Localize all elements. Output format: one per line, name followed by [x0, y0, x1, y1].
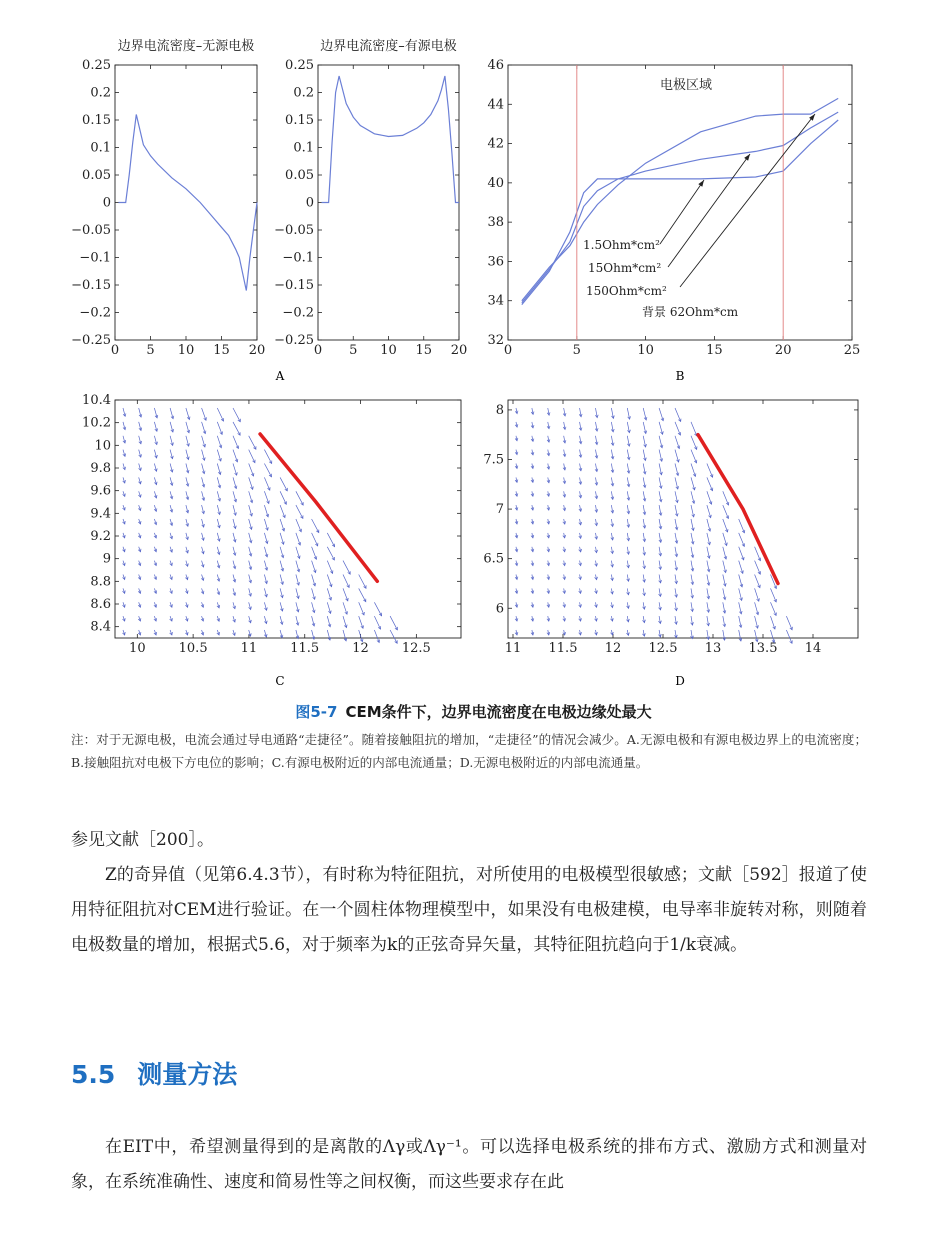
y-tick-label: 8.4 [90, 619, 111, 635]
flux-arrow [691, 436, 697, 450]
y-tick-label: −0.2 [282, 305, 314, 321]
figure-title: CEM条件下，边界电流密度在电极边缘处最大 [345, 703, 652, 721]
y-tick-label: 7.5 [483, 452, 504, 468]
x-tick-label: 15 [706, 343, 723, 358]
chart-title: 边界电流密度–无源电极 [117, 39, 255, 54]
y-tick-label: 0.1 [90, 140, 111, 156]
figure-number: 图5-7 [295, 703, 338, 721]
flux-arrow [280, 477, 287, 491]
flux-arrow [312, 533, 318, 546]
y-tick-label: −0.25 [274, 333, 314, 348]
flux-arrow [264, 464, 271, 477]
annotation-arrow [660, 180, 704, 244]
x-tick-label: 11.5 [290, 641, 320, 656]
flux-arrow [217, 422, 222, 435]
x-tick-label: 20 [450, 343, 468, 358]
panel-a2-chart [274, 38, 467, 358]
data-line [322, 76, 460, 203]
y-tick-label: 44 [487, 97, 504, 113]
y-tick-label: 9.6 [90, 483, 111, 499]
x-tick-label: 13.5 [748, 641, 778, 656]
y-tick-label: −0.15 [71, 278, 111, 293]
flux-arrow [771, 588, 777, 602]
flux-arrow [359, 588, 366, 601]
y-tick-label: 0.15 [285, 113, 314, 128]
flux-arrow [691, 450, 697, 463]
data-line [522, 120, 838, 305]
plot-frame [115, 65, 257, 340]
y-tick-label: 8.6 [90, 597, 111, 612]
flux-arrow [374, 616, 380, 629]
flux-arrow [675, 422, 680, 435]
flux-arrow [327, 561, 332, 574]
x-tick-label: 10 [637, 343, 654, 358]
x-tick-label: 10 [177, 343, 195, 358]
flux-arrow [296, 491, 303, 505]
flux-arrow [296, 519, 301, 532]
y-tick-label: 0.2 [90, 85, 111, 101]
y-tick-label: 0 [305, 195, 314, 211]
annotation-arrowhead [809, 114, 815, 121]
annotation-arrow [680, 114, 815, 287]
x-tick-label: 10 [380, 343, 397, 358]
flux-arrow [390, 616, 397, 630]
paragraph-characteristic-impedance: Z的奇异值（见第6.4.3节），有时称为特征阻抗，对所使用的电极模型很敏感；文献［592］报道了使用特征阻抗对CEM进行验证。在一个圆柱体物理模型中，如果没有电极建模，电导率非旋转对称，则随着电极数量的增加，根据式5.6，对于频率为k的正弦奇异矢量，其特征阻抗趋向于1/k衰减。 [71, 865, 867, 955]
x-tick-label: 5 [349, 343, 358, 358]
flux-arrow [374, 602, 381, 616]
panel-a1-chart [71, 38, 265, 358]
flux-arrow [723, 505, 729, 518]
y-tick-label: 6.5 [483, 551, 504, 567]
flux-arrow [359, 602, 364, 615]
figure-caption [0, 701, 947, 722]
figure-note: 注：对于无源电极，电流会通过导电通路“走捷径”。随着接触阻抗的增加，“走捷径”的情况会减少。A.无源电极和有源电极边界上的电流密度；B.接触阻抗对电极下方电位的影响；C.有源电极附近的内部电流通量；D.无源电极附近的内部电流通量。 [71, 732, 867, 770]
flux-arrow [343, 561, 350, 575]
flux-arrow [233, 422, 240, 435]
data-line [119, 115, 258, 291]
flux-arrow [359, 575, 366, 589]
x-tick-label: 0 [110, 343, 120, 358]
plot-frame [115, 400, 461, 638]
annotation-arrowhead [744, 154, 750, 161]
panel-label-c: C [275, 674, 285, 688]
flux-arrow [233, 436, 238, 449]
x-tick-label: 14 [804, 641, 822, 656]
x-tick-label: 25 [843, 343, 861, 358]
y-tick-label: 42 [487, 136, 504, 152]
y-tick-label: 6 [495, 601, 504, 617]
section-title: 测量方法 [137, 1060, 238, 1089]
y-tick-label: 9 [102, 551, 111, 567]
y-tick-label: 36 [487, 254, 504, 270]
data-line [522, 98, 838, 300]
flux-arrow [739, 519, 745, 533]
electrode-segment [260, 434, 377, 581]
y-tick-label: 34 [487, 293, 504, 309]
flux-arrow [691, 422, 697, 436]
x-tick-label: 12.5 [401, 641, 431, 656]
y-tick-label: 10.2 [82, 415, 111, 431]
data-line [522, 112, 838, 303]
flux-arrow [739, 547, 744, 560]
flux-arrow [739, 533, 745, 547]
x-tick-label: 20 [774, 343, 792, 358]
annotation-arrowhead [698, 180, 704, 187]
y-tick-label: −0.05 [274, 223, 314, 238]
electrode-segment [698, 435, 778, 584]
paragraph-reference: 参见文献［200］。 [71, 830, 214, 850]
flux-arrow [390, 630, 397, 643]
y-tick-label: −0.15 [274, 278, 314, 293]
y-tick-label: 0.25 [82, 58, 111, 73]
y-tick-label: −0.05 [71, 223, 111, 238]
x-tick-label: 15 [415, 343, 433, 358]
y-tick-label: 46 [487, 58, 504, 73]
flux-arrow [280, 505, 285, 517]
y-tick-label: 40 [487, 175, 504, 191]
section-heading [71, 1055, 259, 1091]
electrode-region-label: 电极区域 [659, 78, 713, 93]
flux-arrow [707, 464, 713, 478]
flux-arrow [312, 519, 319, 533]
x-tick-label: 12.5 [648, 641, 678, 656]
panel-b-chart [487, 58, 860, 358]
flux-arrow [723, 519, 728, 532]
flux-arrow [217, 408, 223, 421]
x-tick-label: 11 [504, 641, 522, 656]
flux-arrow [786, 616, 792, 630]
y-tick-label: 10 [94, 438, 111, 454]
y-tick-label: 7 [495, 502, 504, 518]
y-tick-label: 32 [487, 333, 504, 348]
y-tick-label: −0.1 [282, 250, 314, 266]
y-tick-label: 0.1 [293, 140, 314, 156]
flux-arrow [264, 477, 269, 490]
y-tick-label: 9.8 [90, 461, 111, 476]
y-tick-label: −0.25 [71, 333, 111, 348]
panel-label-a: A [275, 369, 285, 383]
flux-arrow [280, 491, 286, 504]
panel-label-b: B [675, 369, 685, 383]
x-tick-label: 11.5 [548, 641, 578, 656]
flux-arrow [249, 450, 255, 463]
flux-arrow [675, 408, 681, 422]
x-tick-label: 11 [240, 641, 258, 656]
y-tick-label: 0.05 [82, 168, 111, 183]
flux-arrow [296, 505, 303, 518]
y-tick-label: 0.25 [285, 58, 314, 73]
flux-arrow [264, 450, 271, 464]
y-tick-label: 38 [487, 215, 504, 231]
panel-label-d: D [675, 674, 685, 688]
y-tick-label: 0.2 [293, 85, 314, 101]
x-tick-label: 15 [213, 343, 230, 358]
flux-arrow [327, 533, 334, 547]
panel-d-chart [483, 400, 858, 656]
y-tick-label: −0.1 [79, 250, 111, 266]
contact-impedance-label: 15Ohm*cm² [588, 261, 662, 275]
plot-frame [508, 65, 852, 340]
x-tick-label: 20 [248, 343, 266, 358]
y-tick-label: 8.8 [90, 574, 111, 590]
flux-arrow [771, 602, 777, 615]
plot-frame [508, 400, 858, 638]
flux-arrow [755, 561, 761, 575]
x-tick-label: 0 [503, 343, 513, 358]
y-tick-label: 10.4 [82, 393, 111, 408]
contact-impedance-label: 背景 62Ohm*cm [642, 305, 739, 319]
contact-impedance-label: 1.5Ohm*cm² [583, 238, 660, 252]
paragraph-measurement: 在EIT中，希望测量得到的是离散的Λγ或Λγ⁻¹。可以选择电极系统的排布方式、激励方式和测量对象，在系统准确性、速度和简易性等之间权衡，而这些要求存在此 [71, 1137, 867, 1192]
panel-c-chart [82, 393, 461, 656]
contact-impedance-label: 150Ohm*cm² [586, 284, 667, 298]
flux-arrow [343, 575, 349, 588]
y-tick-label: 9.2 [90, 529, 111, 544]
y-tick-label: 9.4 [90, 506, 111, 522]
y-tick-label: 8 [495, 402, 504, 418]
flux-arrow [249, 436, 256, 450]
flux-arrow [327, 547, 334, 560]
x-tick-label: 12 [604, 641, 622, 656]
flux-arrow [249, 464, 254, 477]
y-tick-label: −0.2 [79, 305, 111, 321]
plot-frame [318, 65, 459, 340]
x-tick-label: 0 [313, 343, 323, 358]
flux-arrow [707, 477, 713, 490]
y-tick-label: 0 [102, 195, 111, 211]
x-tick-label: 13 [704, 641, 722, 656]
y-tick-label: 0.15 [82, 113, 111, 128]
flux-arrow [755, 575, 760, 588]
x-tick-label: 5 [146, 343, 155, 358]
x-tick-label: 10.5 [178, 641, 208, 656]
flux-arrow [755, 547, 761, 561]
section-number: 5.5 [71, 1060, 116, 1089]
chart-title: 边界电流密度–有源电极 [320, 39, 457, 54]
y-tick-label: 0.05 [285, 168, 314, 183]
x-tick-label: 5 [572, 343, 581, 358]
flux-arrow [723, 491, 729, 505]
x-tick-label: 10 [129, 641, 146, 656]
x-tick-label: 12 [352, 641, 369, 656]
flux-arrow [233, 408, 240, 422]
flux-arrow [786, 630, 792, 643]
